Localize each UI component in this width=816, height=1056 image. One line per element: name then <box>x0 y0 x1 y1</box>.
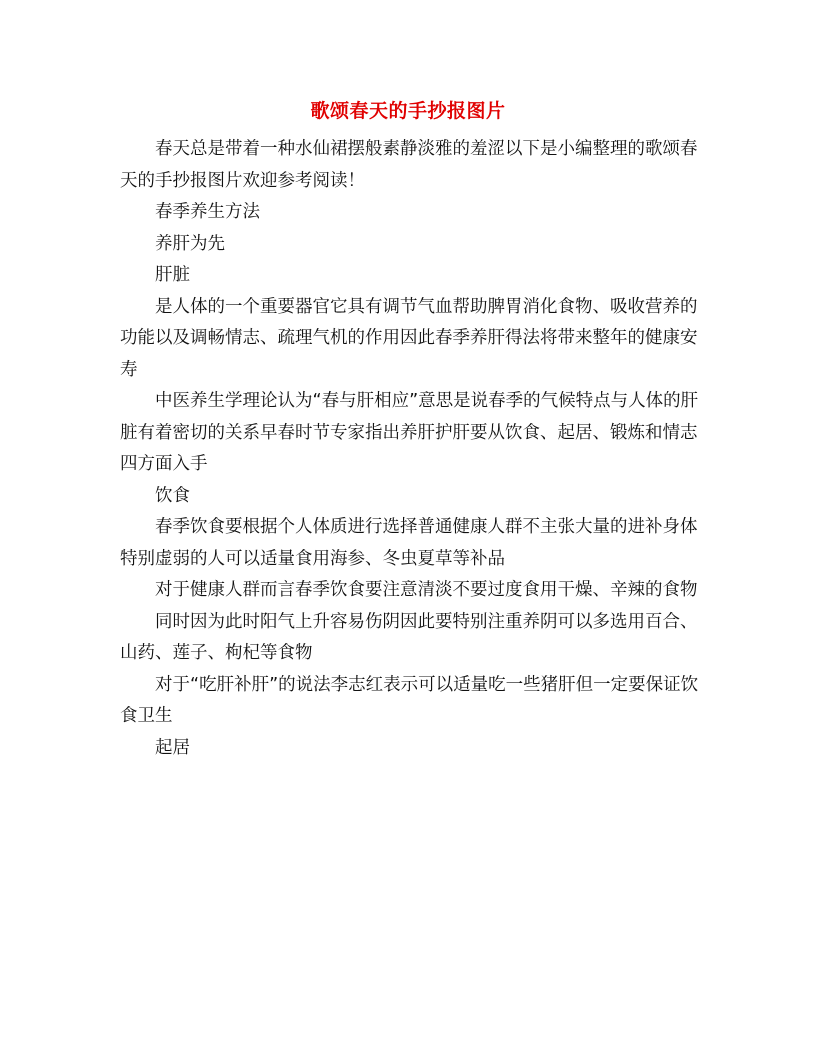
paragraph: 同时因为此时阳气上升容易伤阴因此要特别注重养阴可以多选用百合、山药、莲子、枸杞等食物 <box>120 611 698 663</box>
paragraph: 养肝为先 <box>155 233 225 254</box>
document-title: 歌颂春天的手抄报图片 <box>310 100 506 122</box>
paragraph: 是人体的一个重要器官它具有调节气血帮助脾胃消化食物、吸收营养的功能以及调畅情志、疏理气机的作用因此春季养肝得法将带来整年的健康安寿 <box>120 296 698 380</box>
paragraph: 对于“吃肝补肝”的说法李志红表示可以适量吃一些猪肝但一定要保证饮食卫生 <box>120 674 699 726</box>
document-body <box>120 134 700 764</box>
paragraph: 对于健康人群而言春季饮食要注意清淡不要过度食用干燥、辛辣的食物 <box>155 580 698 600</box>
paragraph: 中医养生学理论认为“春与肝相应”意思是说春季的气候特点与人体的肝脏有着密切的关系早春时节专家指出养肝护肝要从饮食、起居、锻炼和情志四方面入手 <box>120 391 699 474</box>
paragraph: 春季养生方法 <box>155 202 260 222</box>
paragraph: 春天总是带着一种水仙裙摆般素静淡雅的羞涩以下是小编整理的歌颂春天的手抄报图片欢迎参考阅读！ <box>120 139 698 191</box>
paragraph: 肝脏 <box>155 265 190 285</box>
paragraph: 起居 <box>155 737 190 758</box>
paragraph: 春季饮食要根据个人体质进行选择普通健康人群不主张大量的进补身体特别虚弱的人可以适量食用海参、冬虫夏草等补品 <box>120 517 698 569</box>
paragraph: 饮食 <box>155 485 190 506</box>
